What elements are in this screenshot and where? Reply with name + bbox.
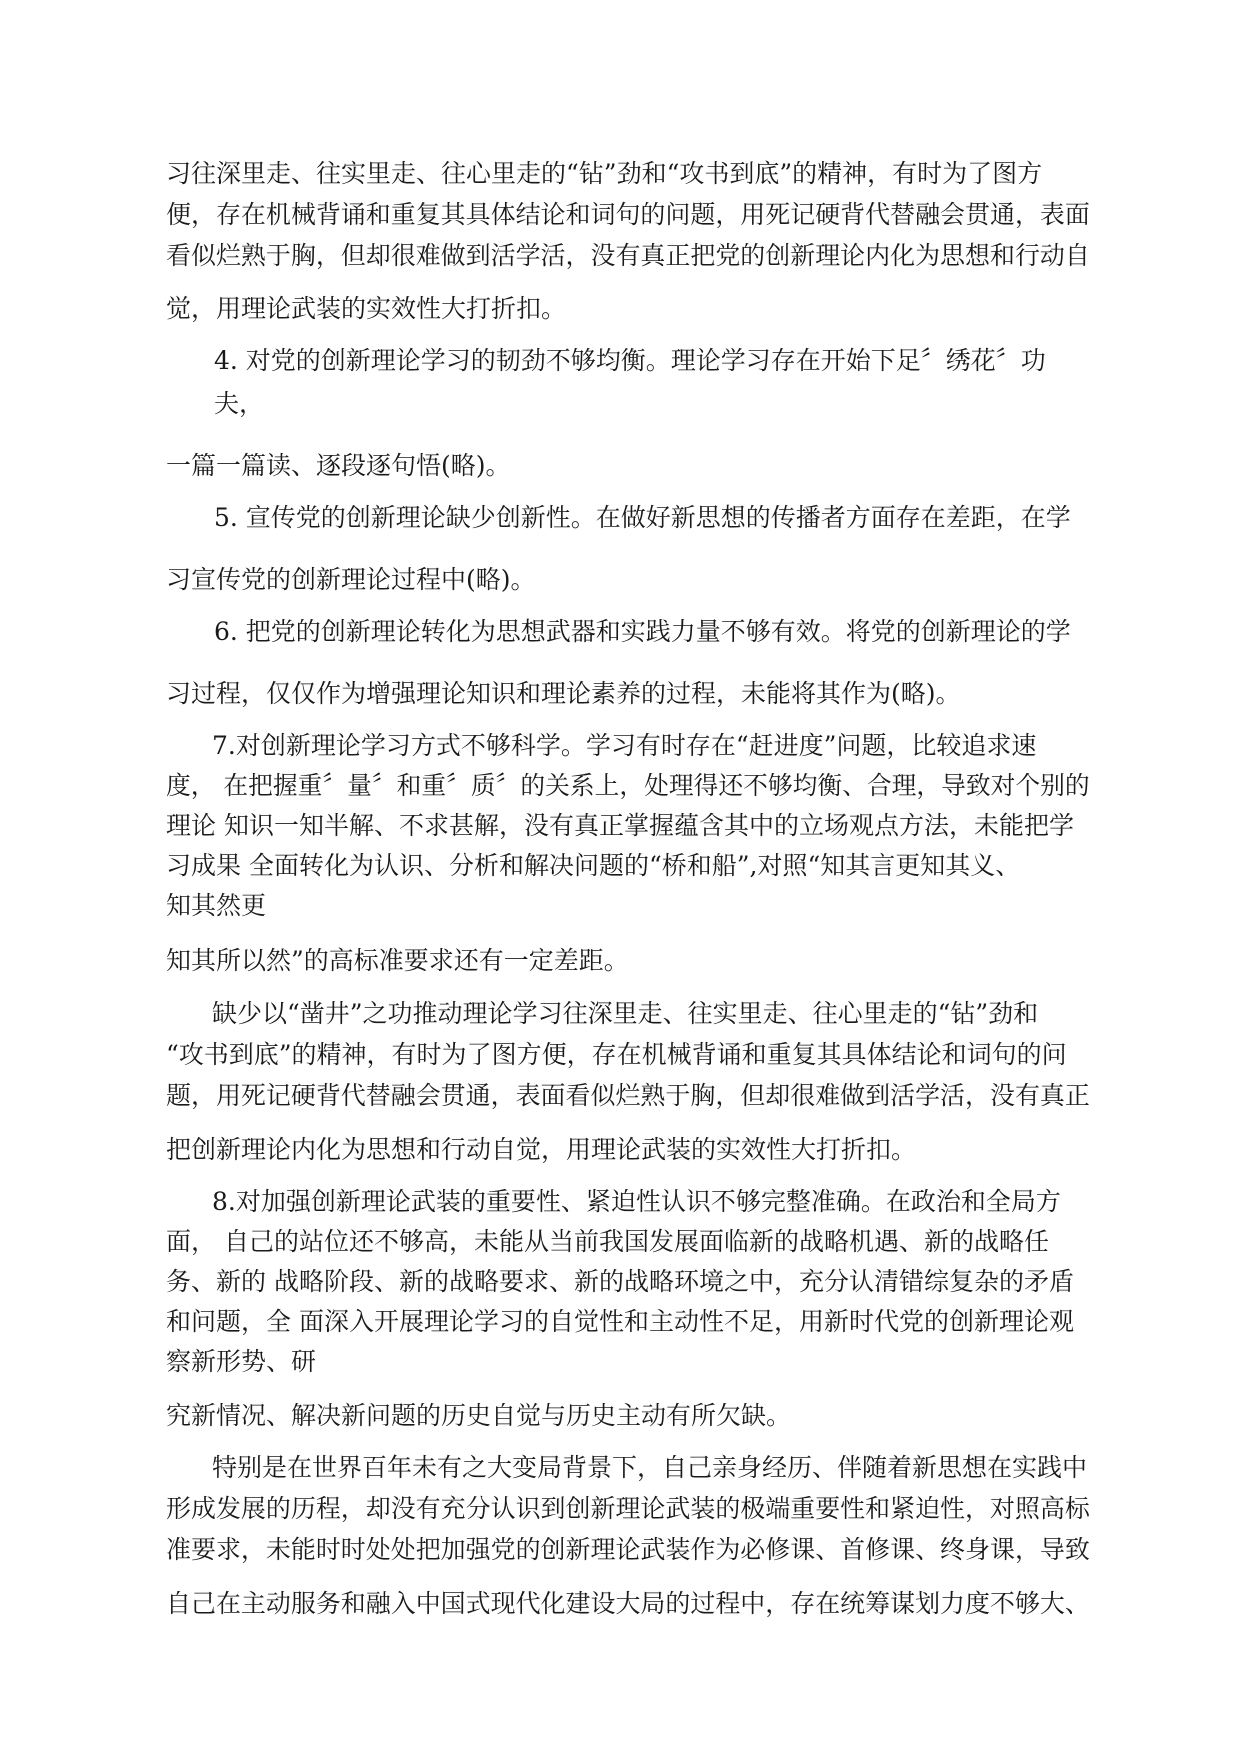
text-line: 准要求，未能时时处处把加强党的创新理论武装作为必修课、首修课、终身课，导致 [166, 1535, 1090, 1564]
text-line: 缺少以“凿井”之功推动理论学习往深里走、往实里走、往心里走的“钻”劲和 [212, 999, 1039, 1028]
text-line: 习往深里走、往实里走、往心里走的“钻”劲和“攻书到底”的精神，有时为了图方 [166, 159, 1043, 188]
text-line: 夫， [214, 389, 265, 418]
text-line: 把创新理论内化为思想和行动自觉，用理论武装的实效性大打折扣。 [166, 1135, 917, 1164]
text-line: 务、新的 战略阶段、新的战略要求、新的战略环境之中，充分认清错综复杂的矛盾 [166, 1267, 1074, 1296]
text-line: 度， 在把握重〞量〞和重〞质〞的关系上，处理得还不够均衡、合理，导致对个别的 [166, 771, 1090, 800]
text-line: 形成发展的历程，却没有充分认识到创新理论武装的极端重要性和紧迫性，对照高标 [166, 1494, 1090, 1523]
text-line: 5. 宣传党的创新理论缺少创新性。在做好新思想的传播者方面存在差距，在学 [214, 503, 1071, 532]
text-line: 理论 知识一知半解、不求甚解，没有真正掌握蕴含其中的立场观点方法，未能把学 [166, 811, 1074, 840]
text-line: 习宣传党的创新理论过程中(略)。 [166, 565, 536, 594]
text-line: 一篇一篇读、逐段逐句悟(略)。 [166, 451, 511, 480]
text-line: 觉，用理论武装的实效性大打折扣。 [166, 294, 567, 323]
text-line: 4. 对党的创新理论学习的韧劲不够均衡。理论学习存在开始下足〞绣花〞功 [214, 346, 1046, 375]
text-line: 8.对加强创新理论武装的重要性、紧迫性认识不够完整准确。在政治和全局方 [212, 1187, 1061, 1216]
text-line: 习成果 全面转化为认识、分析和解决问题的“桥和船”,对照“知其言更知其义、 [166, 851, 1021, 880]
text-line: 特别是在世界百年未有之大变局背景下，自己亲身经历、伴随着新思想在实践中 [212, 1453, 1088, 1482]
text-line: 自己在主动服务和融入中国式现代化建设大局的过程中，存在统筹谋划力度不够大、 [166, 1589, 1090, 1618]
text-line: 和问题，全 面深入开展理论学习的自觉性和主动性不足，用新时代党的创新理论观 [166, 1307, 1074, 1336]
text-line: 题，用死记硬背代替融会贯通，表面看似烂熟于胸，但却很难做到活学活，没有真正 [166, 1081, 1090, 1110]
text-line: 看似烂熟于胸，但却很难做到活学活，没有真正把党的创新理论内化为思想和行动自 [166, 241, 1090, 270]
text-line: “攻书到底”的精神，有时为了图方便，存在机械背诵和重复其具体结论和词句的问 [166, 1040, 1067, 1069]
text-line: 面， 自己的站位还不够高，未能从当前我国发展面临新的战略机遇、新的战略任 [166, 1227, 1049, 1256]
text-line: 7.对创新理论学习方式不够科学。学习有时存在“赶进度”问题，比较追求速 [212, 731, 1037, 760]
text-line: 知其然更 [166, 891, 267, 920]
text-line: 习过程，仅仅作为增强理论知识和理论素养的过程，未能将其作为(略)。 [166, 679, 961, 708]
text-line: 6. 把党的创新理论转化为思想武器和实践力量不够有效。将党的创新理论的学 [214, 617, 1071, 646]
text-line: 察新形势、研 [166, 1347, 317, 1376]
text-line: 究新情况、解决新问题的历史自觉与历史主动有所欠缺。 [166, 1401, 792, 1430]
text-line: 便，存在机械背诵和重复其具体结论和词句的问题，用死记硬背代替融会贯通，表面 [166, 200, 1090, 229]
text-line: 知其所以然”的高标准要求还有一定差距。 [166, 946, 629, 975]
